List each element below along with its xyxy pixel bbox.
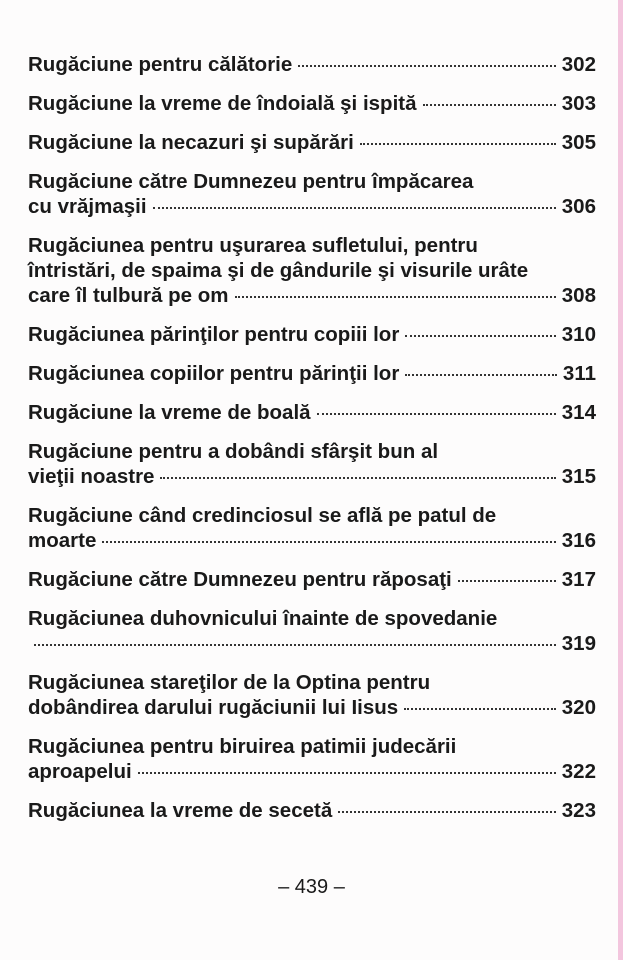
table-of-contents	[28, 52, 596, 837]
entry-title-text: moarte	[28, 529, 97, 552]
entry-title-text: Rugăciune către Dumnezeu pentru răposaţi	[28, 568, 452, 591]
toc-entry-line	[28, 361, 596, 386]
entry-title-text: Rugăciune către Dumnezeu pentru împăcarea	[28, 170, 474, 193]
toc-entry-line	[28, 194, 596, 219]
toc-entry	[28, 52, 596, 77]
entry-page-number: 308	[561, 284, 596, 307]
entry-title-text: care îl tulbură pe om	[28, 284, 229, 307]
toc-entry	[28, 734, 596, 784]
entry-page-number: 322	[561, 760, 596, 783]
toc-entry-line	[28, 464, 596, 489]
entry-title-text: Rugăciunea duhovnicului înainte de spovedanie	[28, 607, 498, 630]
toc-entry	[28, 169, 596, 219]
entry-page-number: 311	[562, 362, 596, 385]
entry-title-text: vieţii noastre	[28, 465, 155, 488]
page-number: – 439 –	[278, 876, 345, 898]
toc-entry	[28, 233, 596, 308]
toc-entry-line	[28, 400, 596, 425]
toc-entry	[28, 400, 596, 425]
dot-leader	[34, 644, 556, 646]
toc-entry	[28, 567, 596, 592]
entry-title-text: Rugăciune la necazuri şi supărări	[28, 131, 354, 154]
toc-entry	[28, 91, 596, 116]
toc-entry-line	[28, 130, 596, 155]
toc-entry	[28, 322, 596, 347]
dot-leader	[405, 335, 555, 337]
toc-entry	[28, 439, 596, 489]
toc-entry-line	[28, 759, 596, 784]
toc-entry	[28, 606, 596, 656]
toc-entry-line	[28, 258, 596, 283]
toc-entry-line	[28, 528, 596, 553]
dot-leader	[338, 811, 556, 813]
toc-entry-line	[28, 91, 596, 116]
entry-title-text: Rugăciunea pentru biruirea patimii judecării	[28, 735, 457, 758]
toc-entry-line	[28, 169, 596, 194]
entry-title-text: cu vrăjmaşii	[28, 195, 147, 218]
entry-page-number: 302	[561, 53, 596, 76]
entry-page-number: 320	[561, 696, 596, 719]
page-edge	[618, 0, 623, 960]
dot-leader	[317, 413, 556, 415]
toc-entry	[28, 130, 596, 155]
toc-entry-line	[28, 439, 596, 464]
entry-page-number: 306	[561, 195, 596, 218]
toc-entry	[28, 361, 596, 386]
dot-leader	[153, 207, 556, 209]
entry-title-text: Rugăciune când credinciosul se află pe patul de	[28, 504, 497, 527]
entry-page-number: 315	[561, 465, 596, 488]
toc-entry-line	[28, 734, 596, 759]
entry-title-text: Rugăciunea părinţilor pentru copiii lor	[28, 323, 400, 346]
toc-entry-line	[28, 322, 596, 347]
entry-title-text: Rugăciunea copiilor pentru părinţii lor	[28, 362, 400, 385]
entry-page-number: 305	[561, 131, 596, 154]
entry-page-number: 314	[561, 401, 596, 424]
toc-entry-line	[28, 233, 596, 258]
entry-page-number: 303	[561, 92, 596, 115]
entry-page-number: 317	[561, 568, 596, 591]
dot-leader	[138, 772, 556, 774]
toc-entry-line	[28, 695, 596, 720]
toc-entry-line	[28, 283, 596, 308]
entry-title-text: Rugăciunea stareţilor de la Optina pentru	[28, 671, 431, 694]
toc-entry-line	[28, 670, 596, 695]
entry-page-number: 319	[561, 632, 596, 655]
entry-page-number: 316	[561, 529, 596, 552]
dot-leader	[360, 143, 556, 145]
entry-page-number: 323	[561, 799, 596, 822]
entry-title-text: Rugăciune pentru călătorie	[28, 53, 293, 76]
toc-entry	[28, 670, 596, 720]
toc-entry-line	[28, 798, 596, 823]
dot-leader	[458, 580, 556, 582]
toc-entry-line	[28, 52, 596, 77]
toc-entry	[28, 798, 596, 823]
dot-leader	[423, 104, 556, 106]
entry-title-text: Rugăciune la vreme de boală	[28, 401, 311, 424]
toc-entry-line	[28, 606, 596, 631]
toc-entry	[28, 503, 596, 553]
dot-leader	[298, 65, 556, 67]
toc-entry-line	[28, 631, 596, 656]
entry-title-text: dobândirea darului rugăciunii lui Iisus	[28, 696, 399, 719]
entry-title-text: întristări, de spaima şi de gândurile şi visurile urâte	[28, 259, 529, 282]
entry-title-text: aproapelui	[28, 760, 132, 783]
dot-leader	[405, 374, 557, 376]
dot-leader	[102, 541, 555, 543]
dot-leader	[235, 296, 556, 298]
entry-title-text: Rugăciunea la vreme de secetă	[28, 799, 333, 822]
entry-title-text: Rugăciune la vreme de îndoială şi ispită	[28, 92, 417, 115]
toc-entry-line	[28, 567, 596, 592]
entry-page-number: 310	[561, 323, 596, 346]
dot-leader	[160, 477, 555, 479]
dot-leader	[404, 708, 556, 710]
entry-title-text: Rugăciunea pentru uşurarea sufletului, pentru	[28, 234, 478, 257]
entry-title-text: Rugăciune pentru a dobândi sfârşit bun al	[28, 440, 439, 463]
toc-entry-line	[28, 503, 596, 528]
